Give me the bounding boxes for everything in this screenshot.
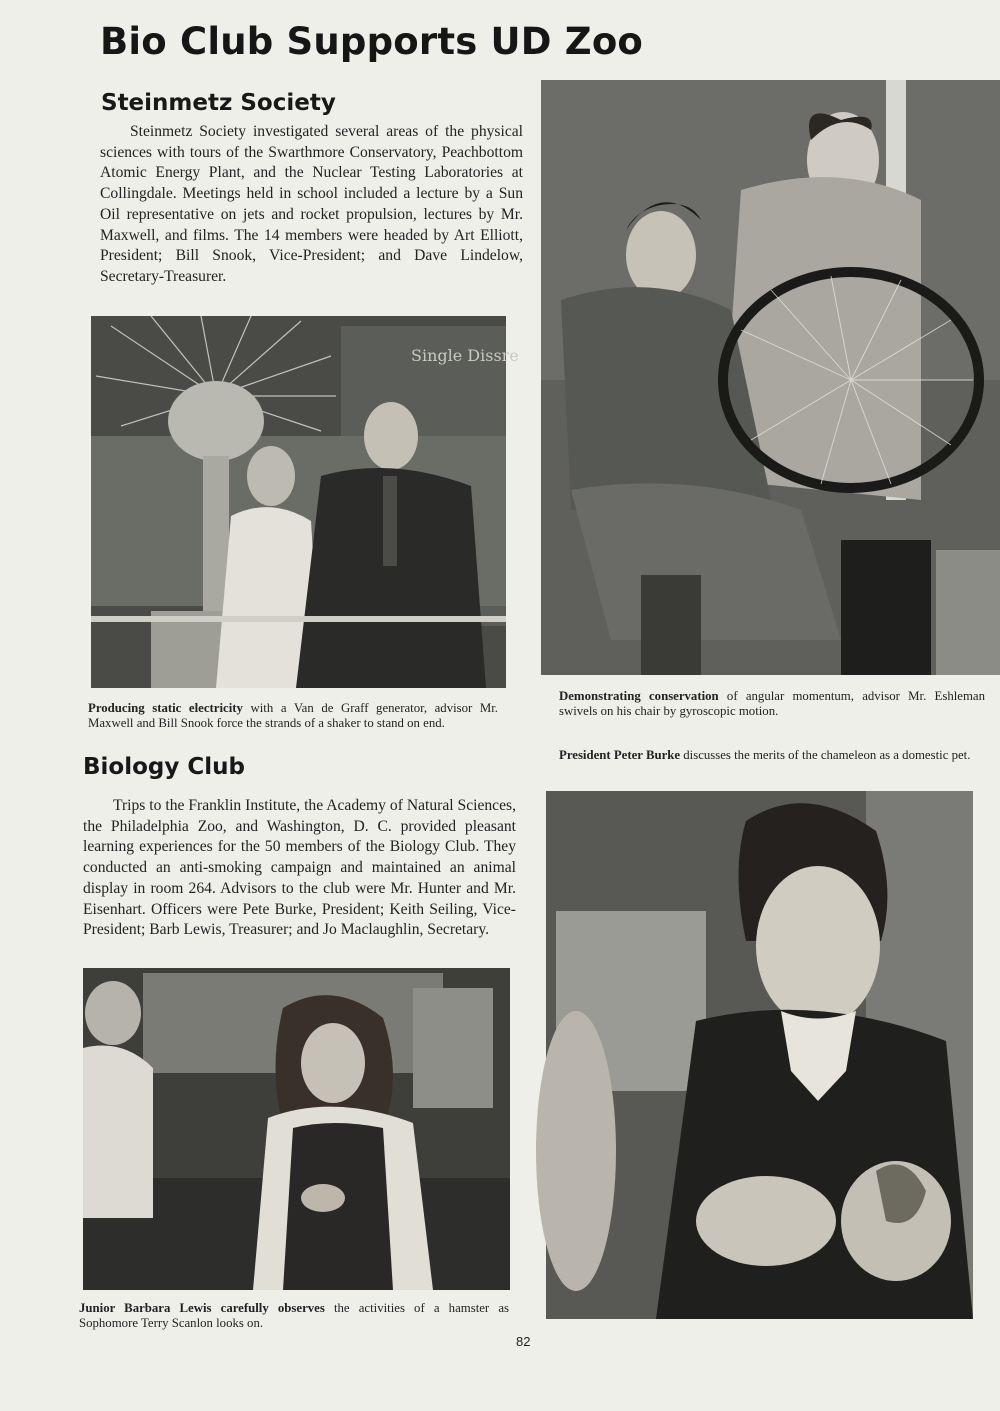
chameleon-illustration [546,791,973,1319]
hamster-illustration [83,968,510,1290]
caption-static-electricity: Producing static electricity with a Van de Graff generator, advisor Mr. Maxwell and Bill Snook force the strands of a shaker to stand on end. [88,701,499,730]
chalkboard-text: Single Dissre [411,346,519,365]
steinmetz-heading: Steinmetz Society [101,90,336,116]
photo-van-de-graff [91,316,519,688]
photo-hamster [83,968,510,1290]
bicycle-wheel-illustration [541,80,1000,675]
caption-president: President Peter Burke discusses the merits of the chameleon as a domestic pet. [559,748,971,762]
biology-heading: Biology Club [83,754,245,780]
photo-bicycle-wheel [541,80,1000,675]
biology-body: Trips to the Franklin Institute, the Academy of Natural Sciences, the Philadelphia Zoo, and Washington, D. C. provided pleasant learning experiences for the 50 members of the Biology Club. They conducted an anti-smoking campaign and maintained an animal display in room 264. Advisors to the club were Mr. Hunter and Mr. Eisenhart. Officers were Pete Burke, President; Keith Seiling, Vice-President; Barb Lewis, Treasurer; and Jo Maclaughlin, Secretary. [83,797,516,939]
caption-hamster: Junior Barbara Lewis carefully observes the activities of a hamster as Sophomore Terry Scanlon looks on. [79,1301,509,1330]
page-number: 82 [516,1334,531,1349]
photo-chameleon [546,791,973,1319]
van-de-graff-illustration [91,316,519,688]
page-title: Bio Club Supports UD Zoo [100,20,644,63]
steinmetz-body: Steinmetz Society investigated several areas of the physical sciences with tours of the Swarthmore Conservatory, Peachbottom Atomic Energy Plant, and the Nuclear Testing Laboratories at Collingdale. Meetings held in school included a lecture by a Sun Oil representative on jets and rocket propulsion, lectures by Mr. Maxwell, and films. The 14 members were headed by Art Elliott, President; Bill Snook, Vice-President; and Dave Lindelow, Secretary-Treasurer. [100,123,523,285]
caption-conservation: Demonstrating conservation of angular momentum, advisor Mr. Eshleman swivels on his chair by gyroscopic motion. [559,689,985,718]
